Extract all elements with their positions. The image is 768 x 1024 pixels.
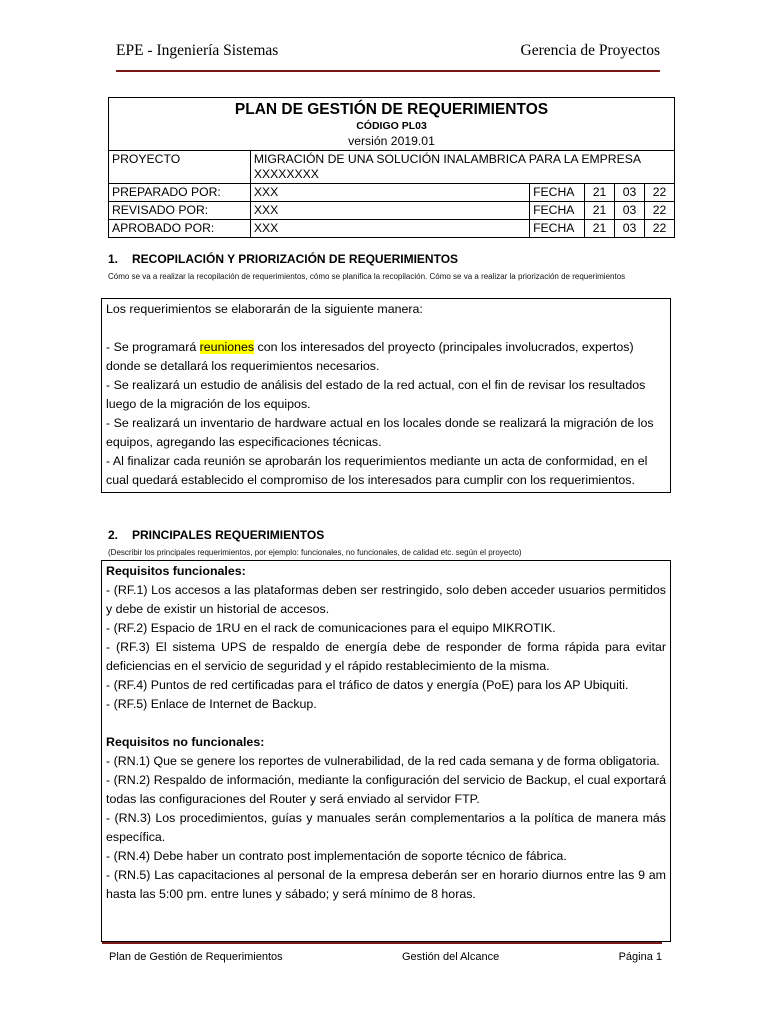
collection-text-box xyxy=(101,298,671,493)
nonfunctional-item: - (RN.2) Respaldo de información, mediante la configuración del servicio de Backup, el cual exportará todas las configuraciones del Router y será enviado al servidor FTP. xyxy=(106,773,666,806)
project-label: PROYECTO xyxy=(109,151,251,184)
section-2-note: (Describir los principales requerimientos, por ejemplo: funcionales, no funcionales, de calidad etc. según el proyecto) xyxy=(108,548,522,557)
prepared-year: 22 xyxy=(644,184,674,202)
section-2-heading xyxy=(108,528,324,542)
approved-date-label: FECHA xyxy=(530,220,585,238)
nonfunctional-item: - (RN.5) Las capacitaciones al personal de la empresa deberán ser en horario diurnos entre las 9 am hasta las 5:00 pm. entre lunes y sábado; y será mínimo de 8 horas. xyxy=(106,868,666,901)
nonfunctional-title: Requisitos no funcionales: xyxy=(106,735,265,749)
functional-item: - (RF.5) Enlace de Internet de Backup. xyxy=(106,697,317,711)
section-2-number: 2. xyxy=(108,528,119,542)
collection-intro: Los requerimientos se elaborarán de la siguiente manera: xyxy=(106,302,423,316)
section-1-title: RECOPILACIÓN Y PRIORIZACIÓN DE REQUERIMIENTOS xyxy=(132,252,459,266)
reviewed-day: 21 xyxy=(585,202,615,220)
footer-area: Gestión del Alcance xyxy=(402,951,500,963)
section-2-title: PRINCIPALES REQUERIMIENTOS xyxy=(132,528,325,542)
prepared-date-label: FECHA xyxy=(530,184,585,202)
collection-bullet-1: - Se programará reuniones con los interesados del proyecto (principales involucrados, expertos) donde se detallará los requerimientos necesarios. xyxy=(106,340,634,373)
section-1-heading xyxy=(108,252,458,266)
approved-label: APROBADO POR: xyxy=(109,220,251,238)
reviewed-value: XXX xyxy=(250,202,529,220)
functional-item: - (RF.1) Los accesos a las plataformas deben ser restringido, solo deben acceder usuarios permitidos y debe de existir un historial de accesos. xyxy=(106,583,666,616)
collection-bullet-3: - Se realizará un inventario de hardware actual en los locales donde se realizará la migración de los equipos, agregando las especificaciones técnicas. xyxy=(106,416,654,449)
approved-month: 03 xyxy=(615,220,645,238)
header-department: Gerencia de Proyectos xyxy=(520,42,660,59)
prepared-day: 21 xyxy=(585,184,615,202)
document-version: versión 2019.01 xyxy=(348,134,435,148)
section-1-note: Cómo se va a realizar la recopilación de requerimientos, cómo se planifica la recopilación. Cómo se va a realizar la priorización de requerimientos xyxy=(108,272,626,281)
reviewed-month: 03 xyxy=(615,202,645,220)
nonfunctional-item: - (RN.1) Que se genere los reportes de vulnerabilidad, de la red cada semana y de forma obligatoria. xyxy=(106,754,660,768)
header-organization: EPE - Ingeniería Sistemas xyxy=(116,42,279,59)
nonfunctional-item: - (RN.4) Debe haber un contrato post implementación de soporte técnico de fábrica. xyxy=(106,849,567,863)
approved-row xyxy=(109,220,675,238)
reviewed-date-label: FECHA xyxy=(530,202,585,220)
functional-title: Requisitos funcionales: xyxy=(106,564,246,578)
requirements-text-box xyxy=(101,560,671,942)
document-info-table xyxy=(108,97,675,238)
reviewed-year: 22 xyxy=(644,202,674,220)
page-footer xyxy=(102,942,662,963)
approved-day: 21 xyxy=(585,220,615,238)
footer-document-name: Plan de Gestión de Requerimientos xyxy=(109,951,283,963)
collection-bullet-4: - Al finalizar cada reunión se aprobarán los requerimientos mediante un acta de conformidad, en el cual quedará establecido el compromiso de los interesados para cumplir con los requerimientos. xyxy=(106,454,648,487)
reviewed-label: REVISADO POR: xyxy=(109,202,251,220)
title-cell xyxy=(109,98,675,151)
document-code: CÓDIGO PL03 xyxy=(356,120,427,132)
nonfunctional-item: - (RN.3) Los procedimientos, guías y manuales serán complementarios a la política de manera más específica. xyxy=(106,811,666,844)
functional-item: - (RF.2) Espacio de 1RU en el rack de comunicaciones para el equipo MIKROTIK. xyxy=(106,621,556,635)
functional-item: - (RF.3) El sistema UPS de respaldo de energía debe de responder de forma rápida para evitar deficiencias en el servicio de seguridad y el rápido restablecimiento de la misma. xyxy=(106,640,666,673)
collection-bullet-2: - Se realizará un estudio de análisis del estado de la red actual, con el fin de revisar los resultados luego de la migración de los equipos. xyxy=(106,378,646,411)
prepared-row xyxy=(109,184,675,202)
page-header xyxy=(116,42,660,72)
approved-value: XXX xyxy=(250,220,529,238)
reviewed-row xyxy=(109,202,675,220)
section-1-number: 1. xyxy=(108,252,119,266)
highlighted-word: reuniones xyxy=(199,340,255,354)
prepared-value: XXX xyxy=(250,184,529,202)
footer-page-number: Página 1 xyxy=(618,951,662,963)
prepared-label: PREPARADO POR: xyxy=(109,184,251,202)
document-title: PLAN DE GESTIÓN DE REQUERIMIENTOS xyxy=(234,101,549,118)
project-value: MIGRACIÓN DE UNA SOLUCIÓN INALAMBRICA PARA LA EMPRESA XXXXXXXX xyxy=(250,151,674,184)
prepared-month: 03 xyxy=(615,184,645,202)
approved-year: 22 xyxy=(644,220,674,238)
functional-item: - (RF.4) Puntos de red certificadas para el tráfico de datos y energía (PoE) para los AP Ubiquiti. xyxy=(106,678,629,692)
